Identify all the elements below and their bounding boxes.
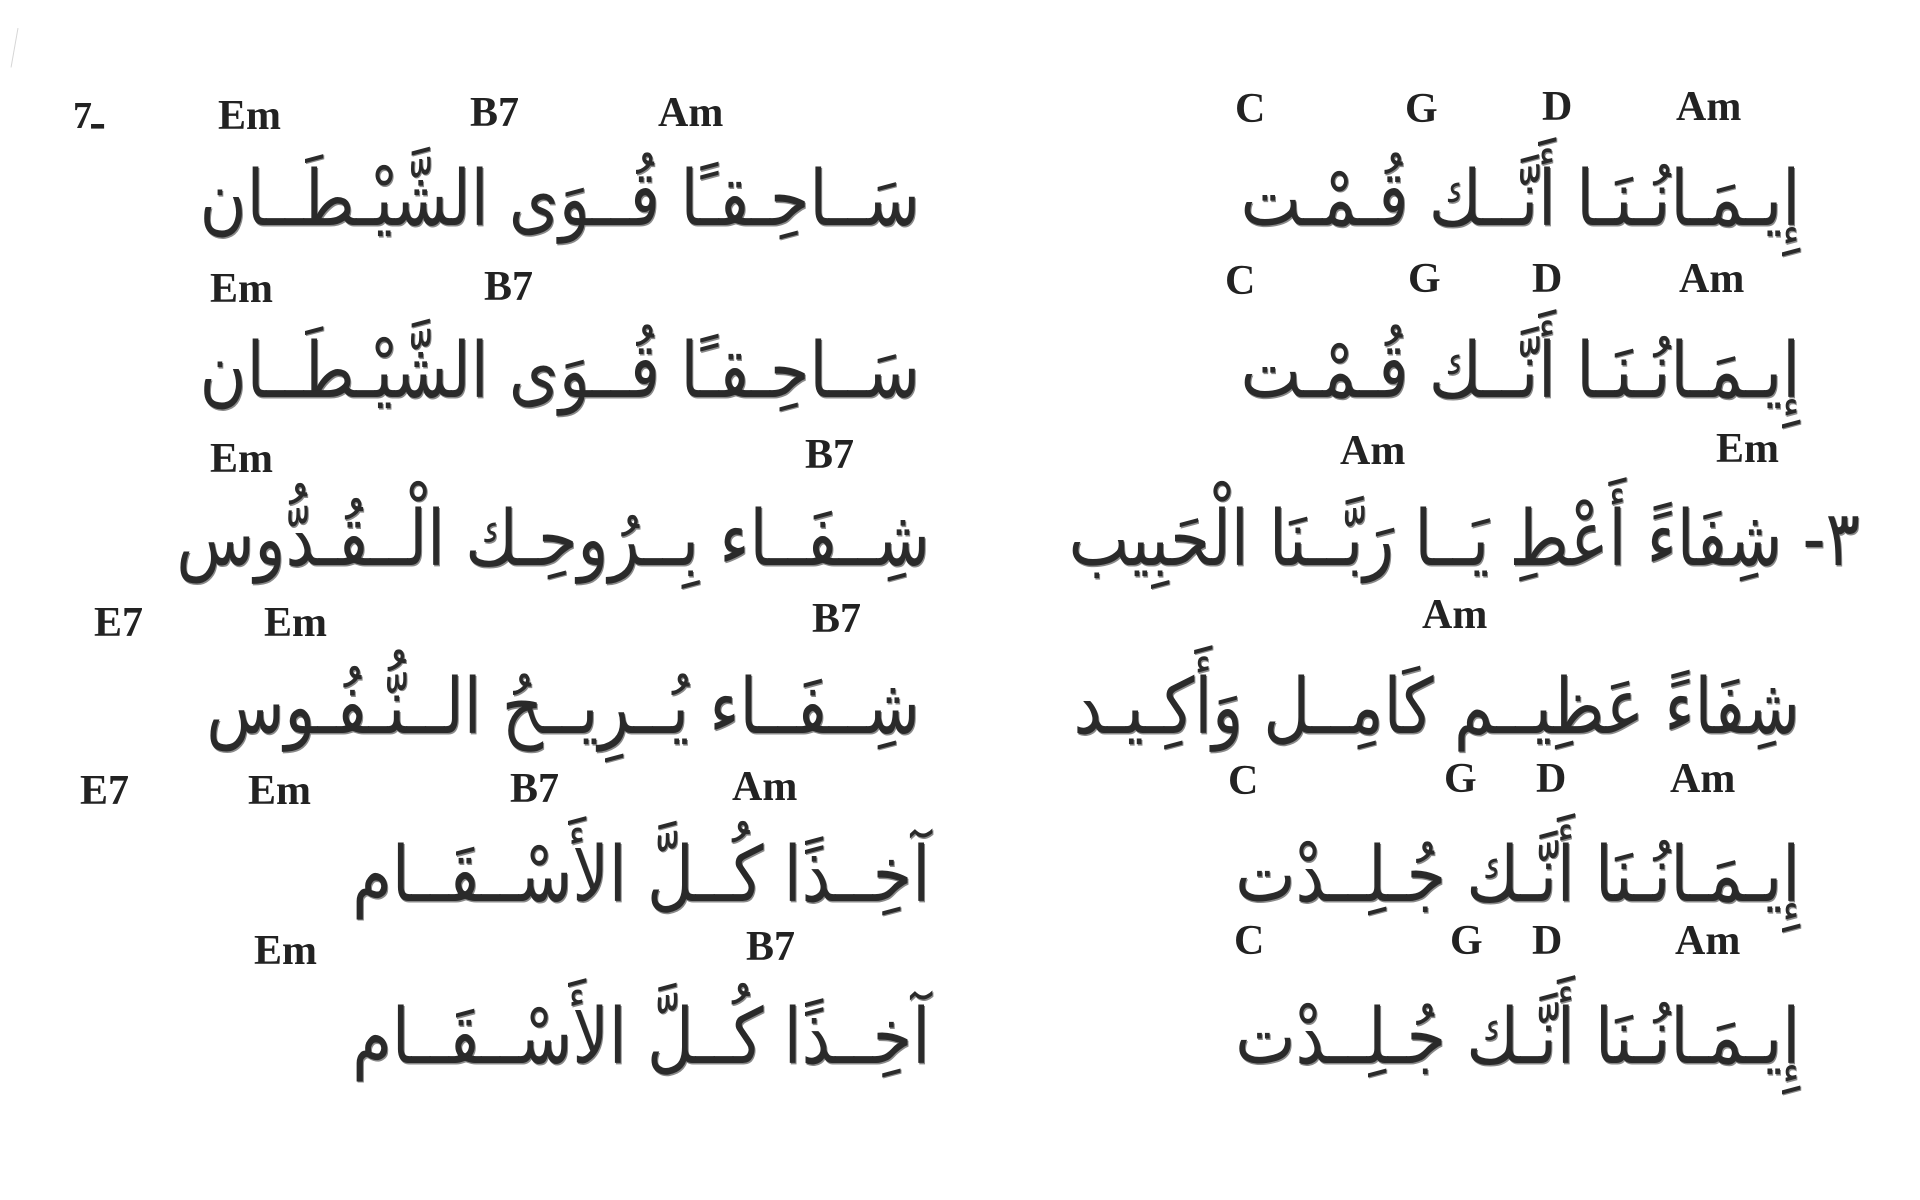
chord-label: Am <box>1422 592 1488 638</box>
chord-label: G <box>1405 86 1438 132</box>
chord-label: E7 <box>94 600 144 646</box>
chord-label: D <box>1536 756 1567 802</box>
chord-label: Em <box>248 768 311 814</box>
chord-label: Em <box>264 600 327 646</box>
chord-label: C <box>1234 918 1265 964</box>
lyric-line: سَــاحِـقـًا قُــوَى الشَّيْـطَــان <box>199 327 920 417</box>
chord-label: Am <box>1676 84 1742 130</box>
chord-label: C <box>1225 258 1256 304</box>
lyric-line: آخِــذًا كُــلَّ الأَسْــقَــام <box>352 831 930 921</box>
chord-label: D <box>1532 918 1563 964</box>
chord-label: D <box>1542 84 1573 130</box>
chord-label: G <box>1408 256 1441 302</box>
chord-label: Em <box>1716 426 1779 472</box>
chord-label: ـ7 <box>73 95 104 137</box>
chord-label: C <box>1228 758 1259 804</box>
chord-label: B7 <box>470 90 520 136</box>
chord-label: C <box>1235 86 1266 132</box>
chord-label: G <box>1450 918 1483 964</box>
lyric-line: إِيـمَـانُـنَا أَنَّـك جُـلِــدْت <box>1235 831 1800 921</box>
chord-label: Em <box>210 436 273 482</box>
chord-label: Am <box>1340 428 1406 474</box>
lyric-line: شِــفَــاء بِــرُوحِـك الْــقُـدُّوس <box>176 495 930 585</box>
chord-label: Em <box>210 266 273 312</box>
scan-mark <box>11 28 22 68</box>
chord-label: Am <box>1679 256 1745 302</box>
chord-label: B7 <box>510 766 560 812</box>
lyric-line: إِيـمَـانُـنَـا أَنَّــك قُـمْـت <box>1240 155 1800 245</box>
chord-label: B7 <box>805 432 855 478</box>
chord-label: G <box>1444 756 1477 802</box>
chord-label: D <box>1532 256 1563 302</box>
chord-label: Em <box>218 93 281 139</box>
lyric-line: شِفَاءً عَظِيــم كَامِــل وَأَكِـيـد <box>1073 663 1800 753</box>
lyric-line: إِيـمَـانُـنَا أَنَّـك جُـلِــدْت <box>1235 993 1800 1083</box>
chord-label: Am <box>1675 918 1741 964</box>
chord-label: Am <box>1670 756 1736 802</box>
chord-label: Em <box>254 928 317 974</box>
lyric-line: سَــاحِـقـًا قُــوَى الشَّيْـطَــان <box>199 155 920 245</box>
chord-label: B7 <box>746 924 796 970</box>
chord-label: E7 <box>80 768 130 814</box>
lyric-line: شِــفَــاء يُــرِيــحُ الــنُّـفُـوس <box>206 663 920 753</box>
chord-label: B7 <box>484 264 534 310</box>
chord-label: Am <box>658 90 724 136</box>
chord-label: Am <box>732 764 798 810</box>
chord-label: B7 <box>812 596 862 642</box>
lyric-line: إِيـمَـانُـنَـا أَنَّــك قُـمْـت <box>1240 327 1800 417</box>
lyric-line: آخِــذًا كُــلَّ الأَسْــقَــام <box>352 993 930 1083</box>
lyric-line: ٣- شِفَاءً أَعْطِ يَــا رَبَّــنَا الْحَبِيب <box>1068 495 1860 585</box>
